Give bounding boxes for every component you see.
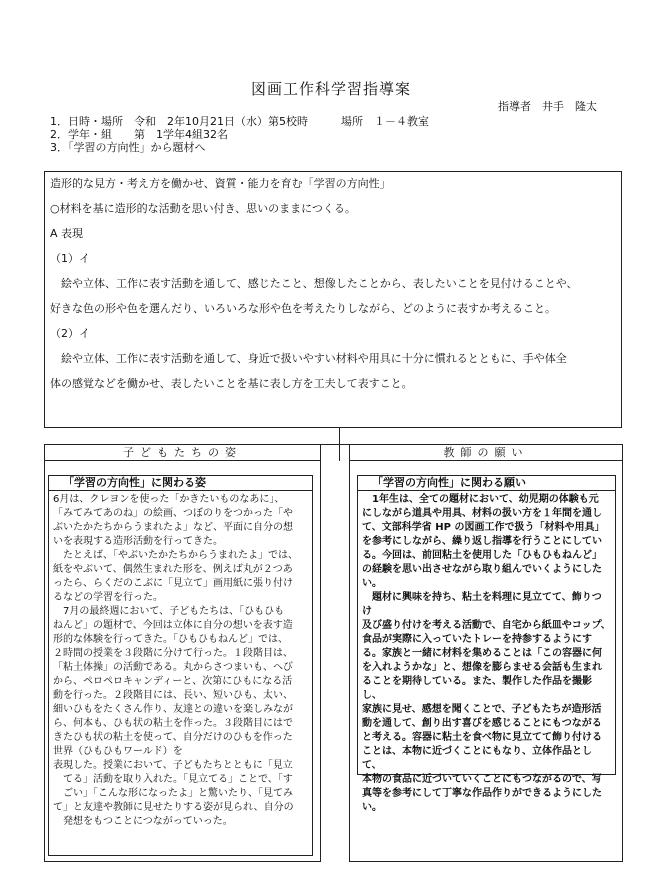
- children-text-line: て」と友達や教師に見せたりする姿が見られ、自分の: [53, 802, 294, 813]
- teacher-wish-text-line: て、文部科学省 HP の図画工作で扱う「材料や用具」: [362, 522, 605, 533]
- teacher-wish-text-line: 動を通して、創り出す喜びを感じることにもつながる: [362, 718, 602, 729]
- children-text-line: 細いひもをたくさん作り、友達との違いを楽しみなが: [53, 704, 293, 715]
- teacher-wish-text-line: 本物の食品に近づいていくことにもつながるので、写: [362, 774, 602, 785]
- teacher-wish-text-line: 題材に興味を持ち、粘土を料理に見立てて、飾りつけ: [362, 592, 602, 617]
- children-text-line: 6月は、クレヨンを使った「かきたいものなあに」、: [53, 494, 285, 505]
- teacher-wish-inner-box: [357, 475, 616, 813]
- teacher-wish-text-line: にしながら道具や用具、材料の扱い方を１年間を通し: [362, 508, 602, 519]
- learning-direction-box: [44, 171, 622, 428]
- goal-item-2: （2）イ: [50, 327, 90, 340]
- teacher-wish-text-line: い。: [362, 578, 382, 589]
- goal-item-1-text-cont: 好きな色の形や色を選んだり、いろいろな形や色を考えたりしながら、どのように表すか考えること。: [50, 302, 556, 315]
- teacher-wish-text-line: 家族に見せ、感想を聞くことで、子どもたちが造形活: [362, 704, 602, 715]
- teacher-wish-text-line: い。: [362, 802, 382, 813]
- children-text-line: きたひも状の粘土を使って、自分だけのひもを作った: [53, 732, 293, 743]
- children-text-line: 動を行った。２段階目には、長い、短いひも、太い、: [53, 690, 293, 701]
- goal-item-1: （1）イ: [50, 252, 90, 265]
- teacher-wish-text-line: と考える。容器に粘土を食べ物に見立てて飾り付ける: [362, 732, 602, 743]
- goal-item-2-text: 絵や立体、工作に表す活動を通して、身近で扱いやすい材料や用具に十分に慣れるとともに、手や体全: [50, 352, 567, 365]
- children-text-line: ったら、らくだのこぶに「見立て」画用紙に張り付け: [53, 578, 293, 589]
- children-text-line: るなどの学習を行った。: [53, 592, 163, 603]
- children-text-line: いを表現する造形活動を行ってきた。: [53, 536, 223, 547]
- children-inner-box: [48, 475, 313, 856]
- teacher-wish-text-line: 1年生は、全ての題材において、幼児期の体験も元: [362, 494, 599, 505]
- children-text-line: ぶいたかたちからうまれたよ」など、平面に自分の想: [53, 522, 293, 533]
- teacher-wish-text-line: を入れようかな」と、想像を膨らませる会話も生まれ: [362, 662, 602, 673]
- children-text-line: 表現した。授業において、子どもたちとともに「見立: [53, 760, 293, 771]
- teacher-wish-text-line: ことは、本物に近づくことにもなり、立体作品として、: [362, 746, 592, 771]
- teacher-wish-text-line: 及び盛り付けを考える活動で、自宅から紙皿やコップ、: [362, 620, 611, 631]
- children-inner-title: 「学習の方向性」に関わる姿: [49, 476, 312, 491]
- document-title: 図画工作科学習指導案: [250, 80, 411, 98]
- children-text-line: 7月の最終週において、子どもたちは、「ひもひも: [53, 606, 285, 617]
- children-text-line: 発想をもつことにつながっていった。: [53, 816, 233, 827]
- children-text-line: 「みてみてあのね」の絵画、つぼのりをつかった「や: [53, 508, 293, 519]
- teacher-wish-text-line: ることを期待している。また、製作した作品を撮影し、: [362, 676, 592, 701]
- children-text-line: 形的な体験を行ってきた。「ひもひもねんど」では、: [53, 634, 288, 645]
- info-line-date-place: 1．日時・場所 令和 2年10月21日（水）第5校時 場所 １－４教室: [50, 115, 429, 128]
- teacher-wish-text-line: る。今回は、前回粘土を使用した「ひもひもねんど」: [362, 550, 602, 561]
- goal-item-2-text-cont: 体の感覚などを働かせ、表したいことを基に表し方を工夫して表すこと。: [50, 377, 413, 390]
- children-text-line: たとえば、「やぶいたかたちからうまれたよ」では、: [53, 550, 298, 561]
- children-text-line: ごい」「こんな形になったよ」と驚いたり、「見てみ: [53, 788, 293, 799]
- children-panel: [44, 444, 321, 862]
- info-line-direction: 3．「学習の方向性」から題材へ: [50, 141, 206, 154]
- children-panel-header: 子どもたちの姿: [45, 445, 320, 461]
- goal-heading: 造形的な見方・考え方を働かせ、資質・能力を育む「学習の方向性」: [50, 177, 391, 190]
- teacher-wish-text-line: る。家族と一緒に材料を集めることは「この容器に何: [362, 648, 602, 659]
- children-text-line: 紙をやぶいて、偶然生まれた形を、例えば丸が２つあ: [53, 564, 293, 575]
- info-line-grade-class: 2．学年・組 第 1学年4組32名: [50, 128, 228, 141]
- goal-objective: ○材料を基に造形的な活動を思い付き、思いのままにつくる。: [50, 202, 356, 215]
- children-text-line: ねんど」の題材で、今回は立体に自分の想いを表す造: [53, 620, 293, 631]
- goal-item-1-text: 絵や立体、工作に表す活動を通して、感じたこと、想像したことから、表したいことを見付けることや、: [50, 277, 578, 290]
- children-text-line: ２時間の授業を３段階に分けて行った。１段階目は、: [53, 648, 293, 659]
- teacher-wish-panel-header: 教師の願い: [350, 445, 622, 461]
- children-text-line: てる」活動を取り入れた。「見立てる」ことで、「す: [53, 774, 293, 785]
- teacher-name: 指導者 井手 隆太: [498, 100, 597, 113]
- children-text-line: 世界（ひもひもワールド）を: [53, 746, 183, 757]
- children-text-line: から、ペロペロキャンディーと、次第にひもになる活: [53, 676, 293, 687]
- children-text-line: ら、何本も、ひも状の粘土を作った。３段階目にはで: [53, 718, 293, 729]
- teacher-wish-panel: [349, 444, 623, 862]
- teacher-wish-text-line: 食品が実際に入っていたトレーを持参するようにす: [362, 634, 592, 645]
- teacher-wish-text-line: の経験を思い出させながら取り組んでいくようにした: [362, 564, 602, 575]
- teacher-wish-text-line: 真等を参考にして丁寧な作品作りができるようにした: [362, 788, 602, 799]
- goal-section-a: A 表現: [50, 227, 84, 240]
- teacher-wish-inner-title: 「学習の方向性」に関わる願い: [358, 476, 615, 491]
- connector-horizontal: [316, 444, 352, 445]
- teacher-wish-text-line: を参考にしながら、繰り返し指導を行うことにしてい: [362, 536, 602, 547]
- children-text-line: 「粘土体操」の活動である。丸からさつまいも、へび: [53, 662, 293, 673]
